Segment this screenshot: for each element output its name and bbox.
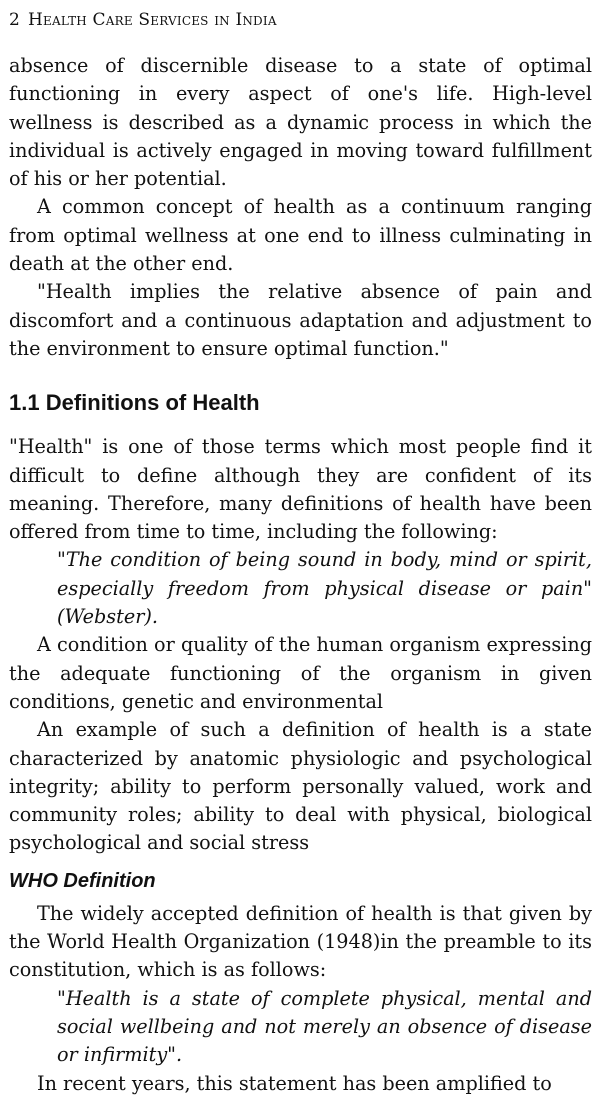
definitions-intro-paragraph: "Health" is one of those terms which most people find it difficult to define although they are confident of its meaning. Therefore, many definitions of health have been offered from time to time, including the following: — [9, 435, 592, 544]
running-header — [9, 6, 592, 34]
condition-paragraph: A condition or quality of the human organism expressing the adequate functioning of the organism in given conditions, genetic and environmental — [9, 633, 592, 713]
continued-paragraph: absence of discernible disease to a state of optimal functioning in every aspect of one's life. High-level wellness is described as a dynamic process in which the individual is actively engaged in moving toward fulfillment of his or her potential. — [9, 54, 592, 191]
subsection-heading: WHO Definition — [9, 869, 156, 892]
running-title: Health Care Services in India — [28, 10, 277, 30]
recent-years-paragraph: In recent years, this statement has been amplified to — [37, 1071, 552, 1095]
who-intro-paragraph: The widely accepted definition of health is that given by the World Health Organization (1948)in the preamble to its constitution, which is as follows: — [9, 901, 592, 982]
webster-quote: "The condition of being sound in body, mind or spirit, especially freedom from physical disease or pain" (Webster). — [57, 548, 592, 629]
who-quote: "Health is a state of complete physical, mental and social wellbeing and not merely an obsence of disease or infirmity". — [57, 986, 592, 1067]
page-number: 2 — [9, 10, 21, 30]
example-paragraph: An example of such a definition of health is a state characterized by anatomic physiologic and psychological integrity; ability to perform personally valued, work and community roles; ability to deal with physical, biological psychological and social stress — [9, 718, 592, 855]
health-implies-paragraph: "Health implies the relative absence of pain and discomfort and a continuous adaptation and adjustment to the environment to ensure optimal function." — [9, 280, 592, 360]
continuum-paragraph: A common concept of health as a continuum ranging from optimal wellness at one end to illness culminating in death at the other end. — [9, 195, 592, 276]
section-heading: 1.1 Definitions of Health — [9, 390, 260, 416]
